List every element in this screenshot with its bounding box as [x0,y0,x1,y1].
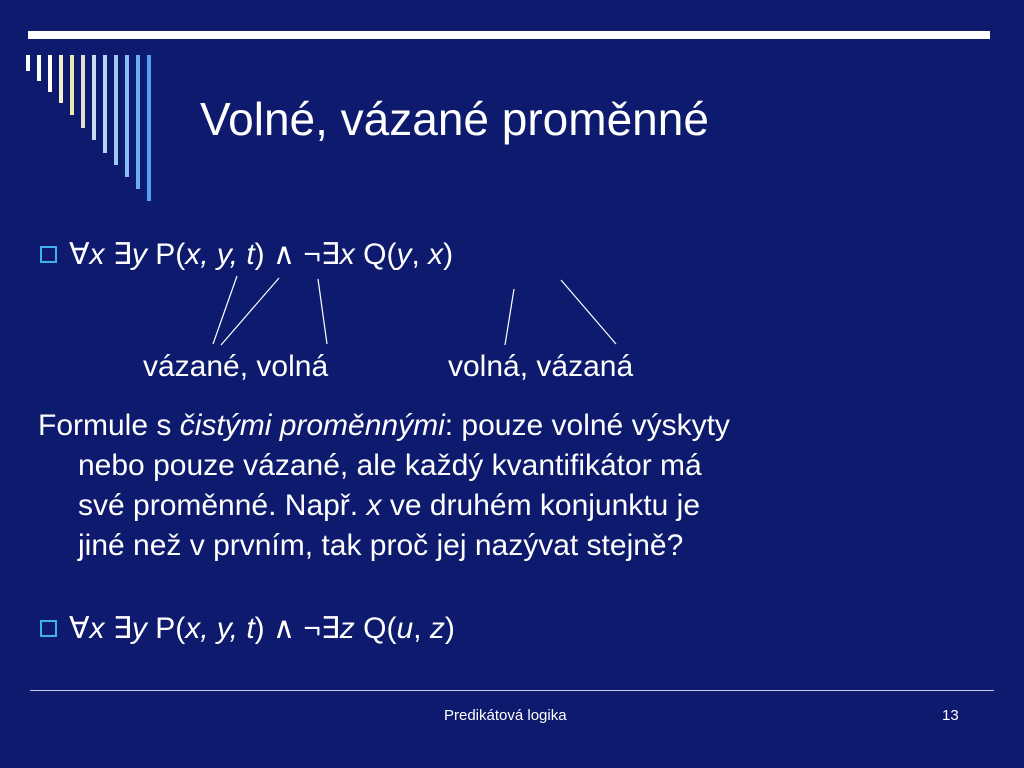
formula-1: ∀x ∃y P(x, y, t) ∧ ¬∃x Q(y, x) [40,240,453,270]
annotation-left: vázané, volná [143,350,329,383]
para-line-3: své proměnné. Např. x ve druhém konjunktu je [78,489,700,522]
square-bullet-icon [40,620,57,637]
para-line-1: Formule s čistými proměnnými: pouze volné výskyty [38,409,730,442]
footer-title: Predikátová logika [444,707,567,724]
para-line-2: nebo pouze vázané, ale každý kvantifikátor má [78,449,702,482]
paragraph [38,406,978,566]
formula-2: ∀x ∃y P(x, y, t) ∧ ¬∃z Q(u, z) [40,614,455,644]
page-number: 13 [942,707,959,724]
slide-title: Volné, vázané proměnné [200,93,709,145]
para-line-4: jiné než v prvním, tak proč jej nazývat stejně? [78,529,684,562]
bottom-rule [30,690,994,691]
decorative-bars [0,0,180,210]
annotation-right: volná, vázaná [448,350,634,383]
square-bullet-icon [40,246,57,263]
